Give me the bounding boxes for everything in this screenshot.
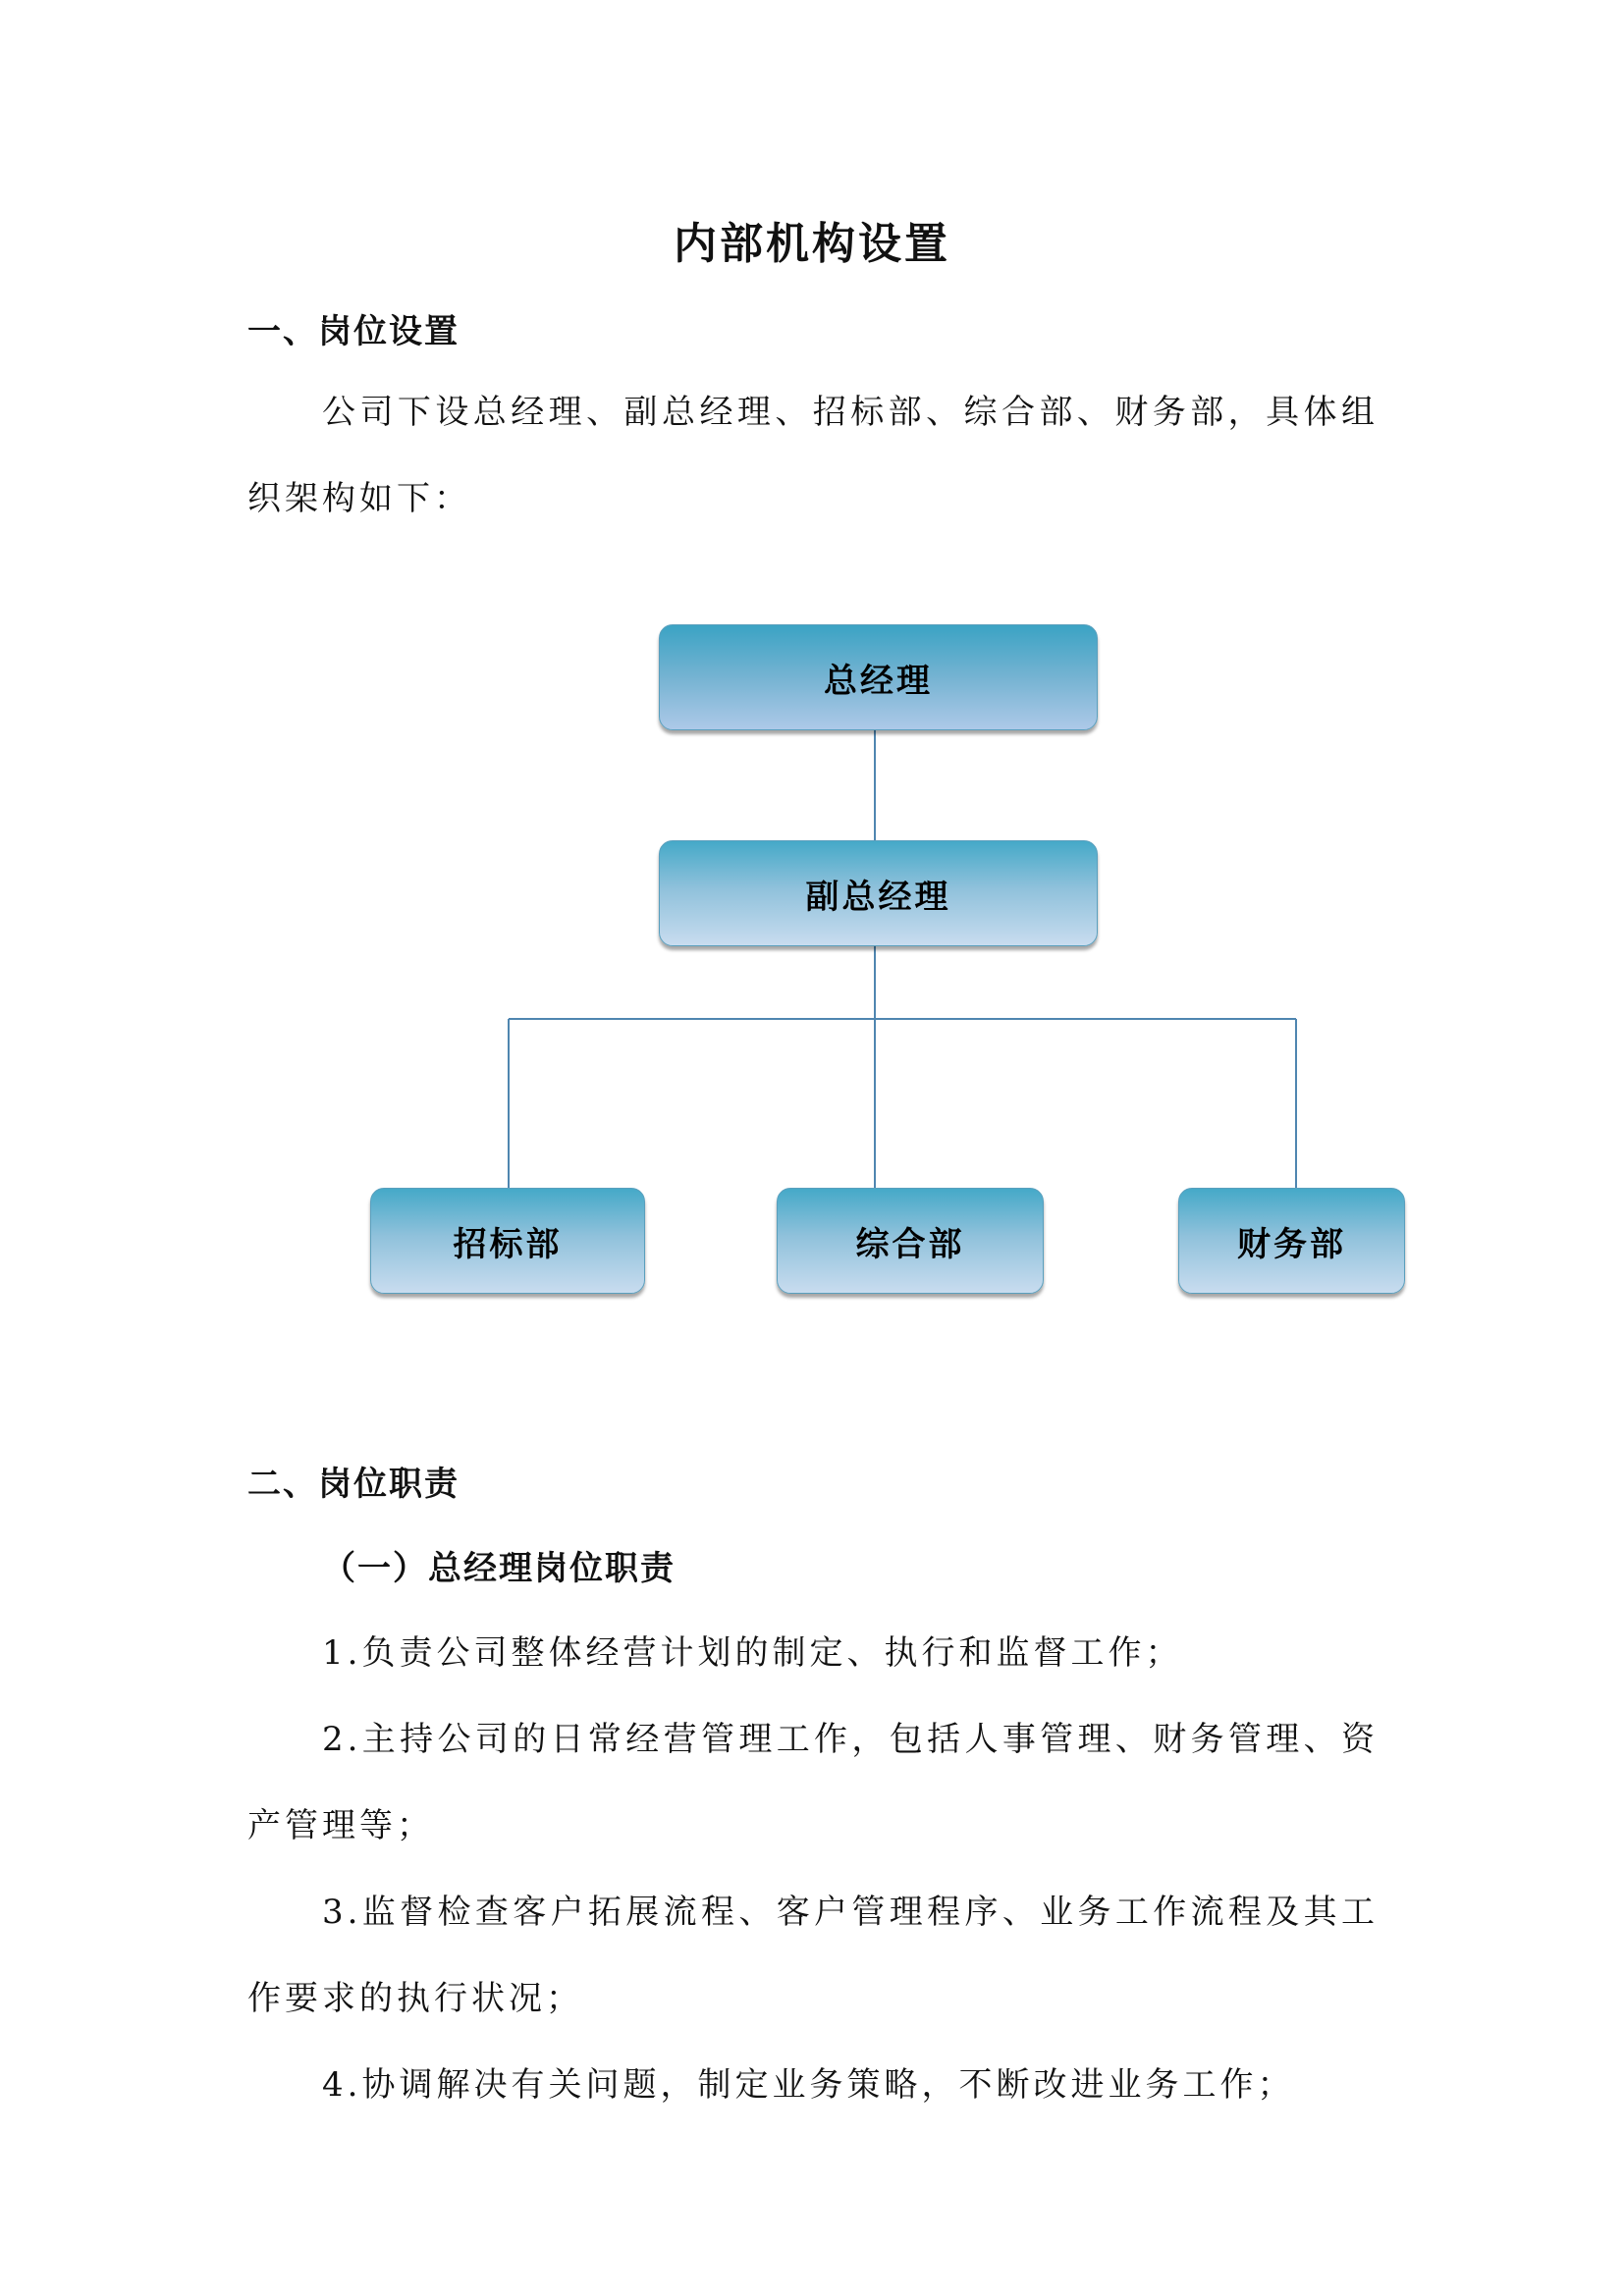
org-node-bidding-dept: 招标部 [370, 1188, 645, 1294]
subsection-heading-gm: （一）总经理岗位职责 [322, 1549, 676, 1588]
responsibility-item: 1.负责公司整体经营计划的制定、执行和监督工作； [322, 1633, 1183, 1673]
responsibility-item: 4.协调解决有关问题，制定业务策略，不断改进业务工作； [322, 2065, 1295, 2105]
org-node-general-dept: 综合部 [777, 1188, 1044, 1294]
org-node-deputy-general-manager: 副总经理 [659, 840, 1098, 946]
org-node-general-manager: 总经理 [659, 624, 1098, 730]
section-heading-responsibilities: 二、岗位职责 [247, 1465, 460, 1504]
org-node-finance-dept: 财务部 [1178, 1188, 1405, 1294]
responsibility-item: 3.监督检查客户拓展流程、客户管理程序、业务工作流程及其工作要求的执行状况； [247, 1893, 1379, 2018]
page-title: 内部机构设置 [674, 219, 950, 269]
responsibility-item: 2.主持公司的日常经营管理工作，包括人事管理、财务管理、资产管理等； [247, 1720, 1379, 1845]
intro-paragraph: 公司下设总经理、副总经理、招标部、综合部、财务部，具体组织架构如下： [247, 393, 1379, 518]
section-heading-positions: 一、岗位设置 [247, 312, 460, 351]
